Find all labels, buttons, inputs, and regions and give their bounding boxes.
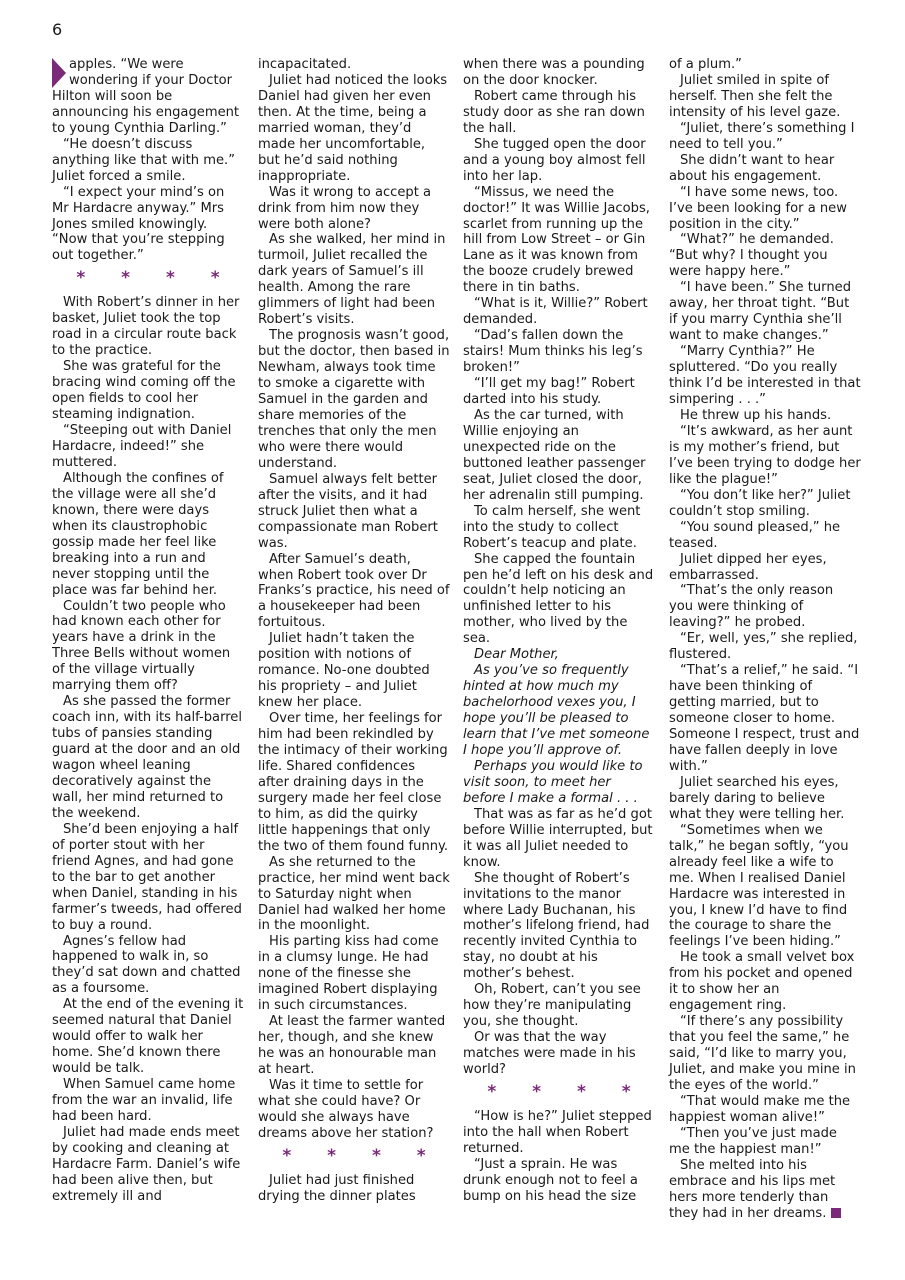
story-column-4 [669, 57, 861, 1222]
paragraph: She thought of Robert’s invitations to the manor where Lady Buchanan, his mother’s lifelong friend, had recently invited Cynthia to stay, no doubt at his mother’s behest. [463, 870, 650, 982]
paragraph: incapacitated. [258, 57, 352, 72]
paragraph: “What is it, Willie?” Robert demanded. [463, 296, 648, 328]
paragraph: He took a small velvet box from his pocket and opened it to show her an engagement ring. [669, 950, 855, 1014]
paragraph: The prognosis wasn’t good, but the doctor, then based in Newham, always took time to smoke a cigarette with Samuel in the garden and share memories of the trenches that only the men who were there would understand. [258, 328, 450, 471]
final-paragraph-text: She melted into his embrace and his lips met hers more tenderly than they had in her dreams. [669, 1157, 836, 1221]
paragraph: She didn’t want to hear about his engagement. [669, 152, 835, 184]
paragraph: “If there’s any possibility that you feel the same,” he said, “I’d like to marry you, Juliet, and make you mine in the eyes of the world.” [669, 1014, 856, 1093]
paragraph: “Sometimes when we talk,” he began softly, “you already feel like a wife to me. When I realised Daniel Hardacre was interested in you, I knew I’d have to find the courage to share the feelings I’ve been hiding.” [669, 822, 849, 950]
letter-salutation: Dear Mother, [474, 647, 559, 663]
paragraph: “Juliet, there’s something I need to tell you.” [669, 120, 855, 152]
paragraph: After Samuel’s death, when Robert took over Dr Franks’s practice, his need of a housekeeper had been fortuitous. [258, 551, 450, 631]
paragraph: “That would make me the happiest woman alive!” [669, 1093, 851, 1125]
letter-paragraph: Perhaps you would like to visit soon, to meet her before I make a formal . . . [463, 758, 643, 806]
paragraph: Juliet had just finished drying the dinner plates [258, 1172, 416, 1204]
paragraph: “Er, well, yes,” she replied, flustered. [669, 631, 858, 663]
paragraph: As she passed the former coach inn, with its half-barrel tubs of pansies standing guard at the door and an old wagon wheel leaning decoratively against the wall, her mind returned to the weekend. [52, 694, 243, 821]
paragraph: She tugged open the door and a young boy almost fell into her lap. [463, 136, 646, 184]
paragraph: “Missus, we need the doctor!” It was Willie Jacobs, scarlet from running up the hill from Low Street – or Gin Lane as it was known from the booze crudely brewed there in tin baths. [463, 184, 650, 296]
final-paragraph [669, 1158, 861, 1222]
paragraph: His parting kiss had come in a clumsy lunge. He had none of the finesse she imagined Robert displaying in such circumstances. [258, 934, 439, 1014]
paragraph: “Steeping out with Daniel Hardacre, indeed!” she muttered. [52, 423, 232, 470]
paragraph: He threw up his hands. [680, 407, 832, 423]
paragraph: Was it wrong to accept a drink from him now they were both alone? [258, 184, 432, 232]
section-break: * * * * [76, 268, 235, 289]
paragraph: As she walked, her mind in turmoil, Juliet recalled the dark years of Samuel’s ill health. Among the rare glimmers of light had been Robert’s visits. [258, 232, 446, 328]
paragraph: “He doesn’t discuss anything like that with me.” Juliet forced a smile. [52, 136, 235, 184]
paragraph: “You sound pleased,” he teased. [669, 519, 841, 551]
paragraph: Samuel always felt better after the visits, and it had struck Juliet then what a compassionate man Robert was. [258, 471, 438, 551]
paragraph: “It’s awkward, as her aunt is my mother’s friend, but I’ve been trying to dodge her like the plague!” [669, 423, 861, 487]
page-number: 6 [52, 20, 63, 39]
paragraph: Juliet searched his eyes, barely daring to believe what they were telling her. [669, 774, 845, 822]
paragraph: of a plum.” [669, 57, 742, 72]
paragraph: “I expect your mind’s on Mr Hardacre anyway.” Mrs Jones smiled knowingly. “Now that you’re stepping out together.” [52, 184, 225, 264]
section-break: * * * * [487, 1082, 646, 1102]
paragraph: “What?” he demanded. “But why? I thought you were happy here.” [669, 232, 834, 280]
paragraph: As the car turned, with Willie enjoying an unexpected ride on the buttoned leather passenger seat, Juliet closed the door, her adrenalin still pumping. [463, 407, 646, 503]
paragraph: She capped the fountain pen he’d left on his desk and couldn’t help noticing an unfinished letter to his mother, who lived by the sea. [463, 551, 654, 647]
paragraph: “That’s a relief,” he said. “I have been thinking of getting married, but to someone closer to home. Someone I respect, trust and have fallen deeply in love with.” [669, 663, 860, 774]
paragraph: “I have been.” She turned away, her throat tight. “But if you marry Cynthia she’ll want to make changes.” [669, 280, 852, 344]
paragraph: To calm herself, she went into the study to collect Robert’s teacup and plate. [463, 503, 641, 551]
paragraph: Robert came through his study door as she ran down the hall. [463, 88, 645, 136]
paragraph: She was grateful for the bracing wind coming off the open fields to cool her steaming indignation. [52, 359, 236, 423]
paragraph: As she returned to the practice, her mind went back to Saturday night when Daniel had walked her home in the moonlight. [258, 854, 450, 934]
paragraph: apples. “We were wondering if your Doctor Hilton will soon be announcing his engagement to young Cynthia Darling.” [52, 57, 240, 136]
paragraph: Although the confines of the village were all she’d known, there were days when its claustrophobic gossip made her feel like breaking into a run and never stopping until the place was far behind her. [52, 470, 224, 598]
letter-paragraph: As you’ve so frequently hinted at how much my bachelorhood vexes you, I hope you’ll be pleased to learn that I’ve met someone I hope you’ll approve of. [463, 663, 650, 758]
paragraph: Was it time to settle for what she could have? Or would she always have dreams above her station? [258, 1078, 434, 1141]
paragraph: Oh, Robert, can’t you see how they’re manipulating you, she thought. [463, 982, 641, 1030]
paragraph: Juliet smiled in spite of herself. Then she felt the intensity of his level gaze. [669, 72, 841, 120]
paragraph: Couldn’t two people who had known each other for years have a drink in the Three Bells without women of the village virtually marrying them off? [52, 598, 231, 694]
paragraph: When Samuel came home from the war an invalid, life had been hard. [52, 1077, 236, 1124]
section-break: * * * * [282, 1145, 441, 1166]
paragraph: “How is he?” Juliet stepped into the hall when Robert returned. [463, 1109, 652, 1156]
end-of-story-mark-icon [831, 1208, 841, 1218]
paragraph: “Just a sprain. He was drunk enough not to feel a bump on his head the size [463, 1156, 638, 1204]
paragraph: “Then you’ve just made me the happiest man!” [669, 1125, 837, 1157]
paragraph: Juliet hadn’t taken the position with notions of romance. No-one doubted his propriety – and Juliet knew her place. [258, 631, 430, 711]
story-column-2 [258, 57, 450, 1205]
paragraph: She’d been enjoying a half of porter stout with her friend Agnes, and had gone to the bar to get another when Daniel, standing in his farmer’s tweeds, had offered to buy a round. [52, 821, 242, 933]
paragraph: when there was a pounding on the door knocker. [463, 57, 645, 88]
paragraph: Over time, her feelings for him had been rekindled by the intimacy of their working life. Shared confidences after draining days in the surgery made her feel close to him, as did the quirky little happenings that only the two of them found funny. [258, 711, 449, 854]
paragraph: Juliet had noticed the looks Daniel had given her even then. At the time, being a married woman, they’d made her uncomfortable, but he’d said nothing inappropriate. [258, 72, 448, 184]
paragraph: Juliet had made ends meet by cooking and cleaning at Hardacre Farm. Daniel’s wife had been alive then, but extremely ill and [52, 1124, 241, 1204]
paragraph: Or was that the way matches were made in his world? [463, 1030, 636, 1078]
paragraph: “You don’t like her?” Juliet couldn’t stop smiling. [669, 487, 851, 519]
paragraph: At least the farmer wanted her, though, and she knew he was an honourable man at heart. [258, 1014, 446, 1078]
paragraph: At the end of the evening it seemed natural that Daniel would offer to walk her home. She’d known there would be talk. [52, 997, 244, 1077]
paragraph: “I’ll get my bag!” Robert darted into his study. [463, 376, 635, 408]
paragraph: “Marry Cynthia?” He spluttered. “Do you really think I’d be interested in that simpering . . .” [669, 344, 861, 408]
paragraph: “I have some news, too. I’ve been looking for a new position in the city.” [669, 184, 847, 232]
paragraph: With Robert’s dinner in her basket, Juliet took the top road in a circular route back to the practice. [52, 295, 240, 359]
paragraph: Juliet dipped her eyes, embarrassed. [669, 551, 827, 583]
paragraph: “That’s the only reason you were thinking of leaving?” he probed. [669, 583, 834, 631]
paragraph: “Dad’s fallen down the stairs! Mum thinks his leg’s broken!” [463, 328, 643, 376]
story-column-3 [463, 57, 655, 1205]
paragraph: Agnes’s fellow had happened to walk in, so they’d sat down and chatted as a foursome. [52, 933, 241, 997]
paragraph: That was as far as he’d got before Willie interrupted, but it was all Juliet needed to know. [463, 806, 653, 870]
story-column-1 [52, 57, 244, 1205]
